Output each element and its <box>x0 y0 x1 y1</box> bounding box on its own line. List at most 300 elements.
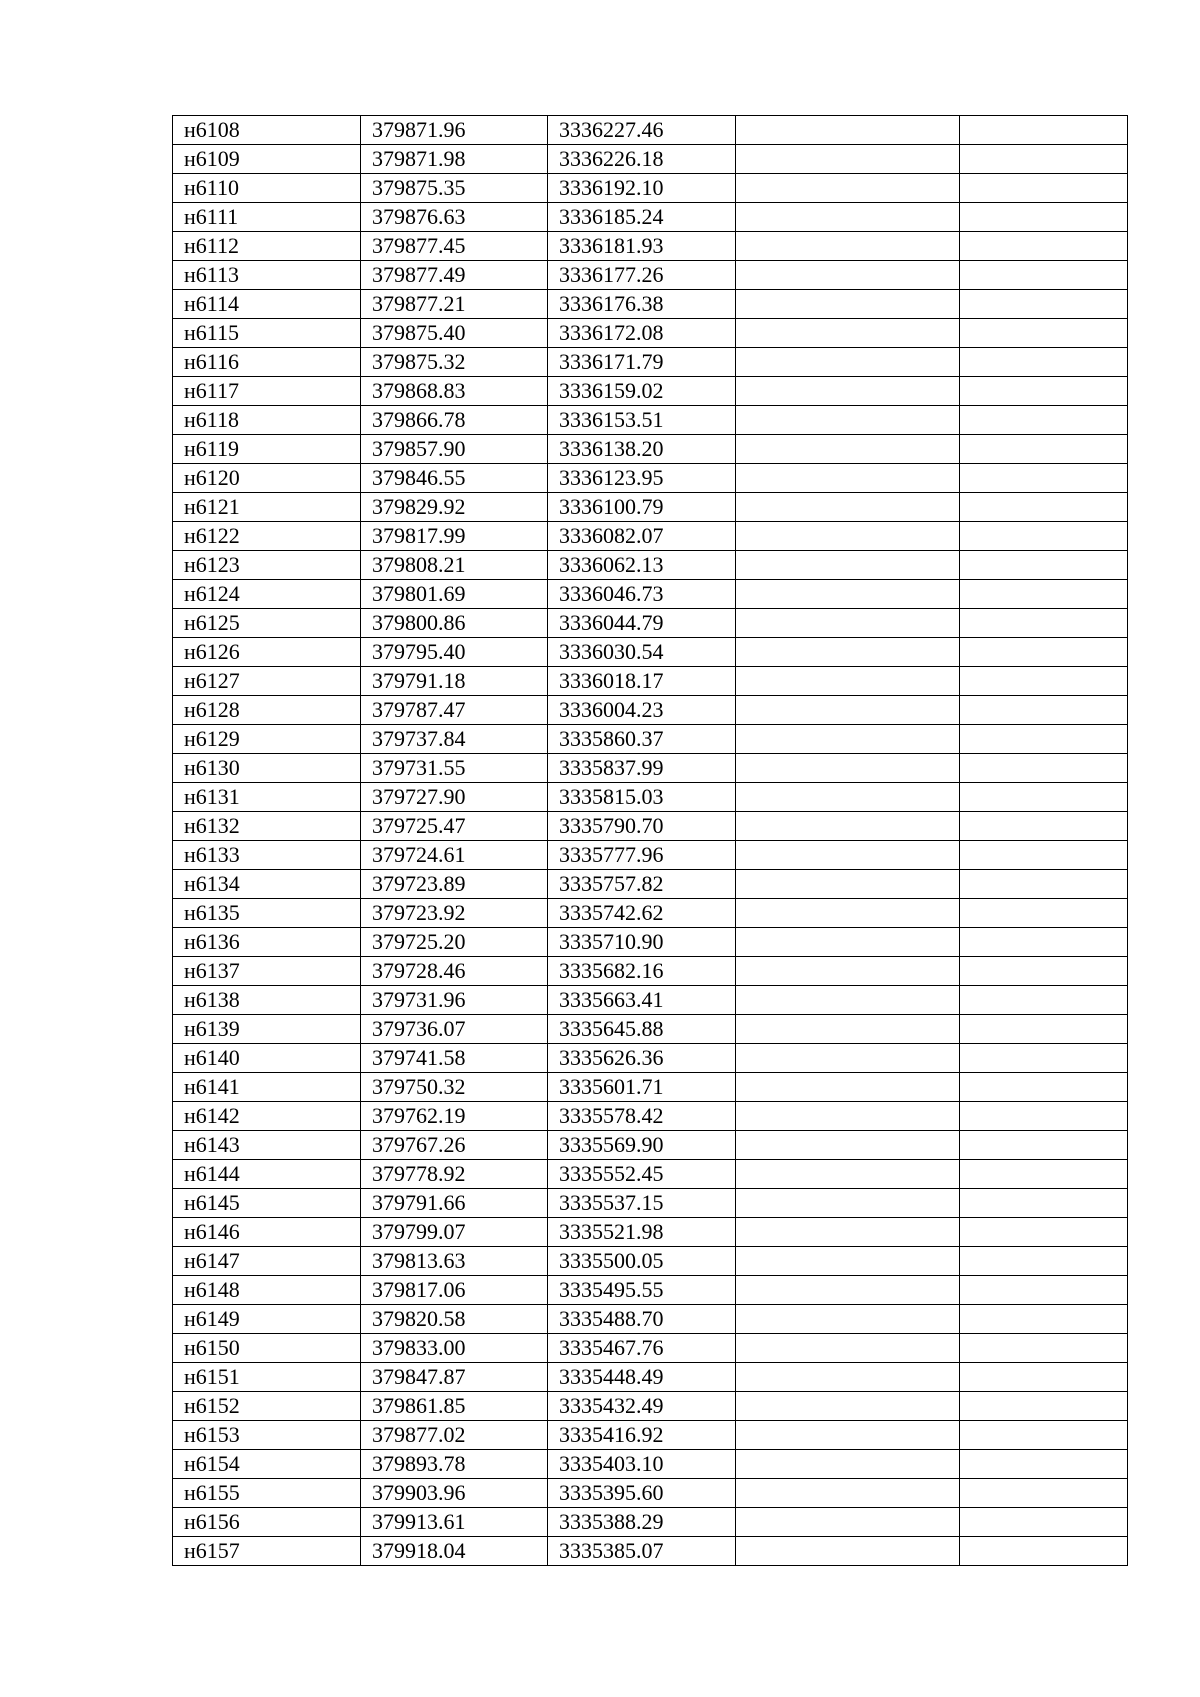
point-id-cell: н6126 <box>173 638 361 667</box>
x-coordinate-cell: 379868.83 <box>361 377 548 406</box>
table-row <box>173 1131 1128 1160</box>
empty-cell <box>736 609 960 638</box>
y-coordinate-cell: 3336181.93 <box>548 232 736 261</box>
y-coordinate-cell: 3335777.96 <box>548 841 736 870</box>
y-coordinate-cell: 3336046.73 <box>548 580 736 609</box>
point-id-cell: н6141 <box>173 1073 361 1102</box>
point-id-cell: н6130 <box>173 754 361 783</box>
x-coordinate-cell: 379866.78 <box>361 406 548 435</box>
point-id-cell: н6113 <box>173 261 361 290</box>
empty-cell <box>960 174 1128 203</box>
table-row <box>173 1305 1128 1334</box>
empty-cell <box>960 725 1128 754</box>
point-id-cell: н6152 <box>173 1392 361 1421</box>
x-coordinate-cell: 379808.21 <box>361 551 548 580</box>
x-coordinate-cell: 379801.69 <box>361 580 548 609</box>
table-row <box>173 435 1128 464</box>
y-coordinate-cell: 3336018.17 <box>548 667 736 696</box>
x-coordinate-cell: 379767.26 <box>361 1131 548 1160</box>
empty-cell <box>736 1450 960 1479</box>
empty-cell <box>960 1508 1128 1537</box>
y-coordinate-cell: 3335645.88 <box>548 1015 736 1044</box>
y-coordinate-cell: 3335682.16 <box>548 957 736 986</box>
y-coordinate-cell: 3335537.15 <box>548 1189 736 1218</box>
table-row <box>173 551 1128 580</box>
point-id-cell: н6116 <box>173 348 361 377</box>
x-coordinate-cell: 379847.87 <box>361 1363 548 1392</box>
point-id-cell: н6149 <box>173 1305 361 1334</box>
table-row <box>173 638 1128 667</box>
empty-cell <box>736 696 960 725</box>
point-id-cell: н6125 <box>173 609 361 638</box>
table-row <box>173 1537 1128 1566</box>
x-coordinate-cell: 379861.85 <box>361 1392 548 1421</box>
empty-cell <box>960 232 1128 261</box>
empty-cell <box>736 493 960 522</box>
y-coordinate-cell: 3335815.03 <box>548 783 736 812</box>
empty-cell <box>736 1479 960 1508</box>
x-coordinate-cell: 379875.35 <box>361 174 548 203</box>
y-coordinate-cell: 3336004.23 <box>548 696 736 725</box>
x-coordinate-cell: 379857.90 <box>361 435 548 464</box>
empty-cell <box>736 928 960 957</box>
x-coordinate-cell: 379731.96 <box>361 986 548 1015</box>
empty-cell <box>736 145 960 174</box>
empty-cell <box>960 435 1128 464</box>
empty-cell <box>960 145 1128 174</box>
y-coordinate-cell: 3336172.08 <box>548 319 736 348</box>
empty-cell <box>736 464 960 493</box>
empty-cell <box>736 1276 960 1305</box>
table-row <box>173 1015 1128 1044</box>
point-id-cell: н6138 <box>173 986 361 1015</box>
point-id-cell: н6144 <box>173 1160 361 1189</box>
y-coordinate-cell: 3336100.79 <box>548 493 736 522</box>
table-row <box>173 1102 1128 1131</box>
empty-cell <box>736 957 960 986</box>
empty-cell <box>960 1363 1128 1392</box>
x-coordinate-cell: 379877.45 <box>361 232 548 261</box>
table-row <box>173 232 1128 261</box>
x-coordinate-cell: 379813.63 <box>361 1247 548 1276</box>
point-id-cell: н6122 <box>173 522 361 551</box>
table-row <box>173 725 1128 754</box>
point-id-cell: н6110 <box>173 174 361 203</box>
empty-cell <box>736 232 960 261</box>
x-coordinate-cell: 379725.20 <box>361 928 548 957</box>
empty-cell <box>736 435 960 464</box>
empty-cell <box>960 203 1128 232</box>
table-row <box>173 1334 1128 1363</box>
empty-cell <box>736 1305 960 1334</box>
x-coordinate-cell: 379736.07 <box>361 1015 548 1044</box>
y-coordinate-cell: 3335552.45 <box>548 1160 736 1189</box>
x-coordinate-cell: 379724.61 <box>361 841 548 870</box>
empty-cell <box>736 870 960 899</box>
empty-cell <box>736 348 960 377</box>
table-row <box>173 406 1128 435</box>
empty-cell <box>960 464 1128 493</box>
x-coordinate-cell: 379876.63 <box>361 203 548 232</box>
empty-cell <box>960 957 1128 986</box>
y-coordinate-cell: 3336192.10 <box>548 174 736 203</box>
empty-cell <box>736 1015 960 1044</box>
x-coordinate-cell: 379833.00 <box>361 1334 548 1363</box>
empty-cell <box>960 1131 1128 1160</box>
y-coordinate-cell: 3335495.55 <box>548 1276 736 1305</box>
empty-cell <box>960 290 1128 319</box>
empty-cell <box>960 1044 1128 1073</box>
empty-cell <box>736 986 960 1015</box>
x-coordinate-cell: 379791.66 <box>361 1189 548 1218</box>
empty-cell <box>736 638 960 667</box>
table-row <box>173 754 1128 783</box>
empty-cell <box>736 551 960 580</box>
empty-cell <box>736 1189 960 1218</box>
empty-cell <box>960 667 1128 696</box>
empty-cell <box>960 1479 1128 1508</box>
point-id-cell: н6143 <box>173 1131 361 1160</box>
table-row <box>173 1479 1128 1508</box>
empty-cell <box>960 580 1128 609</box>
empty-cell <box>960 783 1128 812</box>
x-coordinate-cell: 379723.92 <box>361 899 548 928</box>
y-coordinate-cell: 3335860.37 <box>548 725 736 754</box>
table-row <box>173 1247 1128 1276</box>
x-coordinate-cell: 379778.92 <box>361 1160 548 1189</box>
table-row <box>173 464 1128 493</box>
y-coordinate-cell: 3336030.54 <box>548 638 736 667</box>
empty-cell <box>736 203 960 232</box>
table-row <box>173 783 1128 812</box>
table-row <box>173 580 1128 609</box>
y-coordinate-cell: 3336138.20 <box>548 435 736 464</box>
point-id-cell: н6120 <box>173 464 361 493</box>
y-coordinate-cell: 3336159.02 <box>548 377 736 406</box>
empty-cell <box>736 1392 960 1421</box>
point-id-cell: н6156 <box>173 1508 361 1537</box>
empty-cell <box>736 1537 960 1566</box>
table-row <box>173 319 1128 348</box>
y-coordinate-cell: 3335742.62 <box>548 899 736 928</box>
x-coordinate-cell: 379871.98 <box>361 145 548 174</box>
point-id-cell: н6151 <box>173 1363 361 1392</box>
point-id-cell: н6119 <box>173 435 361 464</box>
y-coordinate-cell: 3336123.95 <box>548 464 736 493</box>
point-id-cell: н6124 <box>173 580 361 609</box>
x-coordinate-cell: 379829.92 <box>361 493 548 522</box>
empty-cell <box>960 1189 1128 1218</box>
table-row <box>173 1073 1128 1102</box>
table-row <box>173 1218 1128 1247</box>
point-id-cell: н6137 <box>173 957 361 986</box>
y-coordinate-cell: 3335757.82 <box>548 870 736 899</box>
empty-cell <box>736 1508 960 1537</box>
table-row <box>173 1160 1128 1189</box>
empty-cell <box>736 261 960 290</box>
table-row <box>173 899 1128 928</box>
empty-cell <box>960 377 1128 406</box>
point-id-cell: н6114 <box>173 290 361 319</box>
empty-cell <box>736 1131 960 1160</box>
empty-cell <box>736 1073 960 1102</box>
point-id-cell: н6157 <box>173 1537 361 1566</box>
table-row <box>173 348 1128 377</box>
empty-cell <box>960 1015 1128 1044</box>
coordinates-table <box>172 115 1128 1566</box>
point-id-cell: н6108 <box>173 116 361 145</box>
empty-cell <box>960 1450 1128 1479</box>
empty-cell <box>960 348 1128 377</box>
point-id-cell: н6121 <box>173 493 361 522</box>
point-id-cell: н6111 <box>173 203 361 232</box>
empty-cell <box>736 841 960 870</box>
x-coordinate-cell: 379877.21 <box>361 290 548 319</box>
table-row <box>173 841 1128 870</box>
table-row <box>173 609 1128 638</box>
y-coordinate-cell: 3336226.18 <box>548 145 736 174</box>
x-coordinate-cell: 379800.86 <box>361 609 548 638</box>
table-row <box>173 957 1128 986</box>
y-coordinate-cell: 3336062.13 <box>548 551 736 580</box>
empty-cell <box>736 812 960 841</box>
table-row <box>173 290 1128 319</box>
point-id-cell: н6139 <box>173 1015 361 1044</box>
point-id-cell: н6155 <box>173 1479 361 1508</box>
point-id-cell: н6150 <box>173 1334 361 1363</box>
table-row <box>173 812 1128 841</box>
empty-cell <box>960 406 1128 435</box>
x-coordinate-cell: 379741.58 <box>361 1044 548 1073</box>
point-id-cell: н6145 <box>173 1189 361 1218</box>
point-id-cell: н6109 <box>173 145 361 174</box>
empty-cell <box>736 1160 960 1189</box>
empty-cell <box>960 754 1128 783</box>
table-row <box>173 377 1128 406</box>
y-coordinate-cell: 3336227.46 <box>548 116 736 145</box>
point-id-cell: н6132 <box>173 812 361 841</box>
point-id-cell: н6131 <box>173 783 361 812</box>
x-coordinate-cell: 379913.61 <box>361 1508 548 1537</box>
x-coordinate-cell: 379731.55 <box>361 754 548 783</box>
y-coordinate-cell: 3335448.49 <box>548 1363 736 1392</box>
table-row <box>173 1189 1128 1218</box>
empty-cell <box>736 290 960 319</box>
table-row <box>173 696 1128 725</box>
y-coordinate-cell: 3335837.99 <box>548 754 736 783</box>
x-coordinate-cell: 379877.49 <box>361 261 548 290</box>
table-row <box>173 522 1128 551</box>
empty-cell <box>960 522 1128 551</box>
empty-cell <box>960 1276 1128 1305</box>
x-coordinate-cell: 379723.89 <box>361 870 548 899</box>
x-coordinate-cell: 379728.46 <box>361 957 548 986</box>
y-coordinate-cell: 3335416.92 <box>548 1421 736 1450</box>
empty-cell <box>736 1421 960 1450</box>
x-coordinate-cell: 379875.32 <box>361 348 548 377</box>
point-id-cell: н6123 <box>173 551 361 580</box>
x-coordinate-cell: 379871.96 <box>361 116 548 145</box>
x-coordinate-cell: 379727.90 <box>361 783 548 812</box>
empty-cell <box>960 319 1128 348</box>
empty-cell <box>960 812 1128 841</box>
y-coordinate-cell: 3336171.79 <box>548 348 736 377</box>
x-coordinate-cell: 379750.32 <box>361 1073 548 1102</box>
point-id-cell: н6134 <box>173 870 361 899</box>
x-coordinate-cell: 379787.47 <box>361 696 548 725</box>
table-row <box>173 1450 1128 1479</box>
y-coordinate-cell: 3335488.70 <box>548 1305 736 1334</box>
empty-cell <box>960 261 1128 290</box>
empty-cell <box>960 551 1128 580</box>
x-coordinate-cell: 379817.06 <box>361 1276 548 1305</box>
empty-cell <box>736 1247 960 1276</box>
table-row <box>173 1508 1128 1537</box>
empty-cell <box>736 406 960 435</box>
y-coordinate-cell: 3336044.79 <box>548 609 736 638</box>
point-id-cell: н6115 <box>173 319 361 348</box>
table-row <box>173 870 1128 899</box>
empty-cell <box>960 899 1128 928</box>
empty-cell <box>960 696 1128 725</box>
empty-cell <box>736 783 960 812</box>
y-coordinate-cell: 3336153.51 <box>548 406 736 435</box>
table-row <box>173 174 1128 203</box>
y-coordinate-cell: 3335601.71 <box>548 1073 736 1102</box>
table-row <box>173 116 1128 145</box>
empty-cell <box>736 1102 960 1131</box>
x-coordinate-cell: 379737.84 <box>361 725 548 754</box>
x-coordinate-cell: 379799.07 <box>361 1218 548 1247</box>
empty-cell <box>960 1392 1128 1421</box>
y-coordinate-cell: 3335663.41 <box>548 986 736 1015</box>
table-row <box>173 986 1128 1015</box>
point-id-cell: н6154 <box>173 1450 361 1479</box>
table-row <box>173 1363 1128 1392</box>
point-id-cell: н6153 <box>173 1421 361 1450</box>
empty-cell <box>960 116 1128 145</box>
empty-cell <box>736 319 960 348</box>
point-id-cell: н6135 <box>173 899 361 928</box>
y-coordinate-cell: 3335521.98 <box>548 1218 736 1247</box>
y-coordinate-cell: 3335569.90 <box>548 1131 736 1160</box>
y-coordinate-cell: 3335578.42 <box>548 1102 736 1131</box>
y-coordinate-cell: 3336177.26 <box>548 261 736 290</box>
table-row <box>173 1044 1128 1073</box>
table-row <box>173 1421 1128 1450</box>
empty-cell <box>960 1334 1128 1363</box>
y-coordinate-cell: 3335403.10 <box>548 1450 736 1479</box>
x-coordinate-cell: 379877.02 <box>361 1421 548 1450</box>
empty-cell <box>960 1421 1128 1450</box>
point-id-cell: н6128 <box>173 696 361 725</box>
point-id-cell: н6146 <box>173 1218 361 1247</box>
x-coordinate-cell: 379795.40 <box>361 638 548 667</box>
empty-cell <box>960 1073 1128 1102</box>
point-id-cell: н6142 <box>173 1102 361 1131</box>
table-row <box>173 667 1128 696</box>
y-coordinate-cell: 3335626.36 <box>548 1044 736 1073</box>
empty-cell <box>736 174 960 203</box>
table-row <box>173 261 1128 290</box>
y-coordinate-cell: 3335710.90 <box>548 928 736 957</box>
empty-cell <box>960 493 1128 522</box>
point-id-cell: н6129 <box>173 725 361 754</box>
point-id-cell: н6112 <box>173 232 361 261</box>
x-coordinate-cell: 379820.58 <box>361 1305 548 1334</box>
table-row <box>173 493 1128 522</box>
empty-cell <box>736 580 960 609</box>
empty-cell <box>736 725 960 754</box>
x-coordinate-cell: 379893.78 <box>361 1450 548 1479</box>
table-row <box>173 1392 1128 1421</box>
empty-cell <box>736 1334 960 1363</box>
x-coordinate-cell: 379817.99 <box>361 522 548 551</box>
empty-cell <box>960 1218 1128 1247</box>
empty-cell <box>960 638 1128 667</box>
empty-cell <box>736 667 960 696</box>
empty-cell <box>960 1537 1128 1566</box>
point-id-cell: н6133 <box>173 841 361 870</box>
y-coordinate-cell: 3336082.07 <box>548 522 736 551</box>
empty-cell <box>960 1305 1128 1334</box>
y-coordinate-cell: 3335388.29 <box>548 1508 736 1537</box>
empty-cell <box>960 1247 1128 1276</box>
x-coordinate-cell: 379875.40 <box>361 319 548 348</box>
x-coordinate-cell: 379762.19 <box>361 1102 548 1131</box>
empty-cell <box>736 754 960 783</box>
table-row <box>173 928 1128 957</box>
table-row <box>173 1276 1128 1305</box>
empty-cell <box>960 928 1128 957</box>
empty-cell <box>736 1044 960 1073</box>
point-id-cell: н6148 <box>173 1276 361 1305</box>
y-coordinate-cell: 3336176.38 <box>548 290 736 319</box>
y-coordinate-cell: 3335467.76 <box>548 1334 736 1363</box>
table-row <box>173 203 1128 232</box>
point-id-cell: н6118 <box>173 406 361 435</box>
y-coordinate-cell: 3336185.24 <box>548 203 736 232</box>
empty-cell <box>960 870 1128 899</box>
empty-cell <box>736 522 960 551</box>
empty-cell <box>960 1102 1128 1131</box>
y-coordinate-cell: 3335385.07 <box>548 1537 736 1566</box>
empty-cell <box>960 609 1128 638</box>
point-id-cell: н6127 <box>173 667 361 696</box>
x-coordinate-cell: 379791.18 <box>361 667 548 696</box>
empty-cell <box>736 116 960 145</box>
empty-cell <box>960 841 1128 870</box>
x-coordinate-cell: 379846.55 <box>361 464 548 493</box>
y-coordinate-cell: 3335790.70 <box>548 812 736 841</box>
empty-cell <box>736 1363 960 1392</box>
x-coordinate-cell: 379918.04 <box>361 1537 548 1566</box>
empty-cell <box>960 986 1128 1015</box>
empty-cell <box>736 899 960 928</box>
empty-cell <box>736 377 960 406</box>
point-id-cell: н6147 <box>173 1247 361 1276</box>
x-coordinate-cell: 379725.47 <box>361 812 548 841</box>
empty-cell <box>736 1218 960 1247</box>
y-coordinate-cell: 3335432.49 <box>548 1392 736 1421</box>
point-id-cell: н6117 <box>173 377 361 406</box>
empty-cell <box>960 1160 1128 1189</box>
point-id-cell: н6136 <box>173 928 361 957</box>
coordinates-table-body <box>173 116 1128 1566</box>
x-coordinate-cell: 379903.96 <box>361 1479 548 1508</box>
y-coordinate-cell: 3335395.60 <box>548 1479 736 1508</box>
point-id-cell: н6140 <box>173 1044 361 1073</box>
